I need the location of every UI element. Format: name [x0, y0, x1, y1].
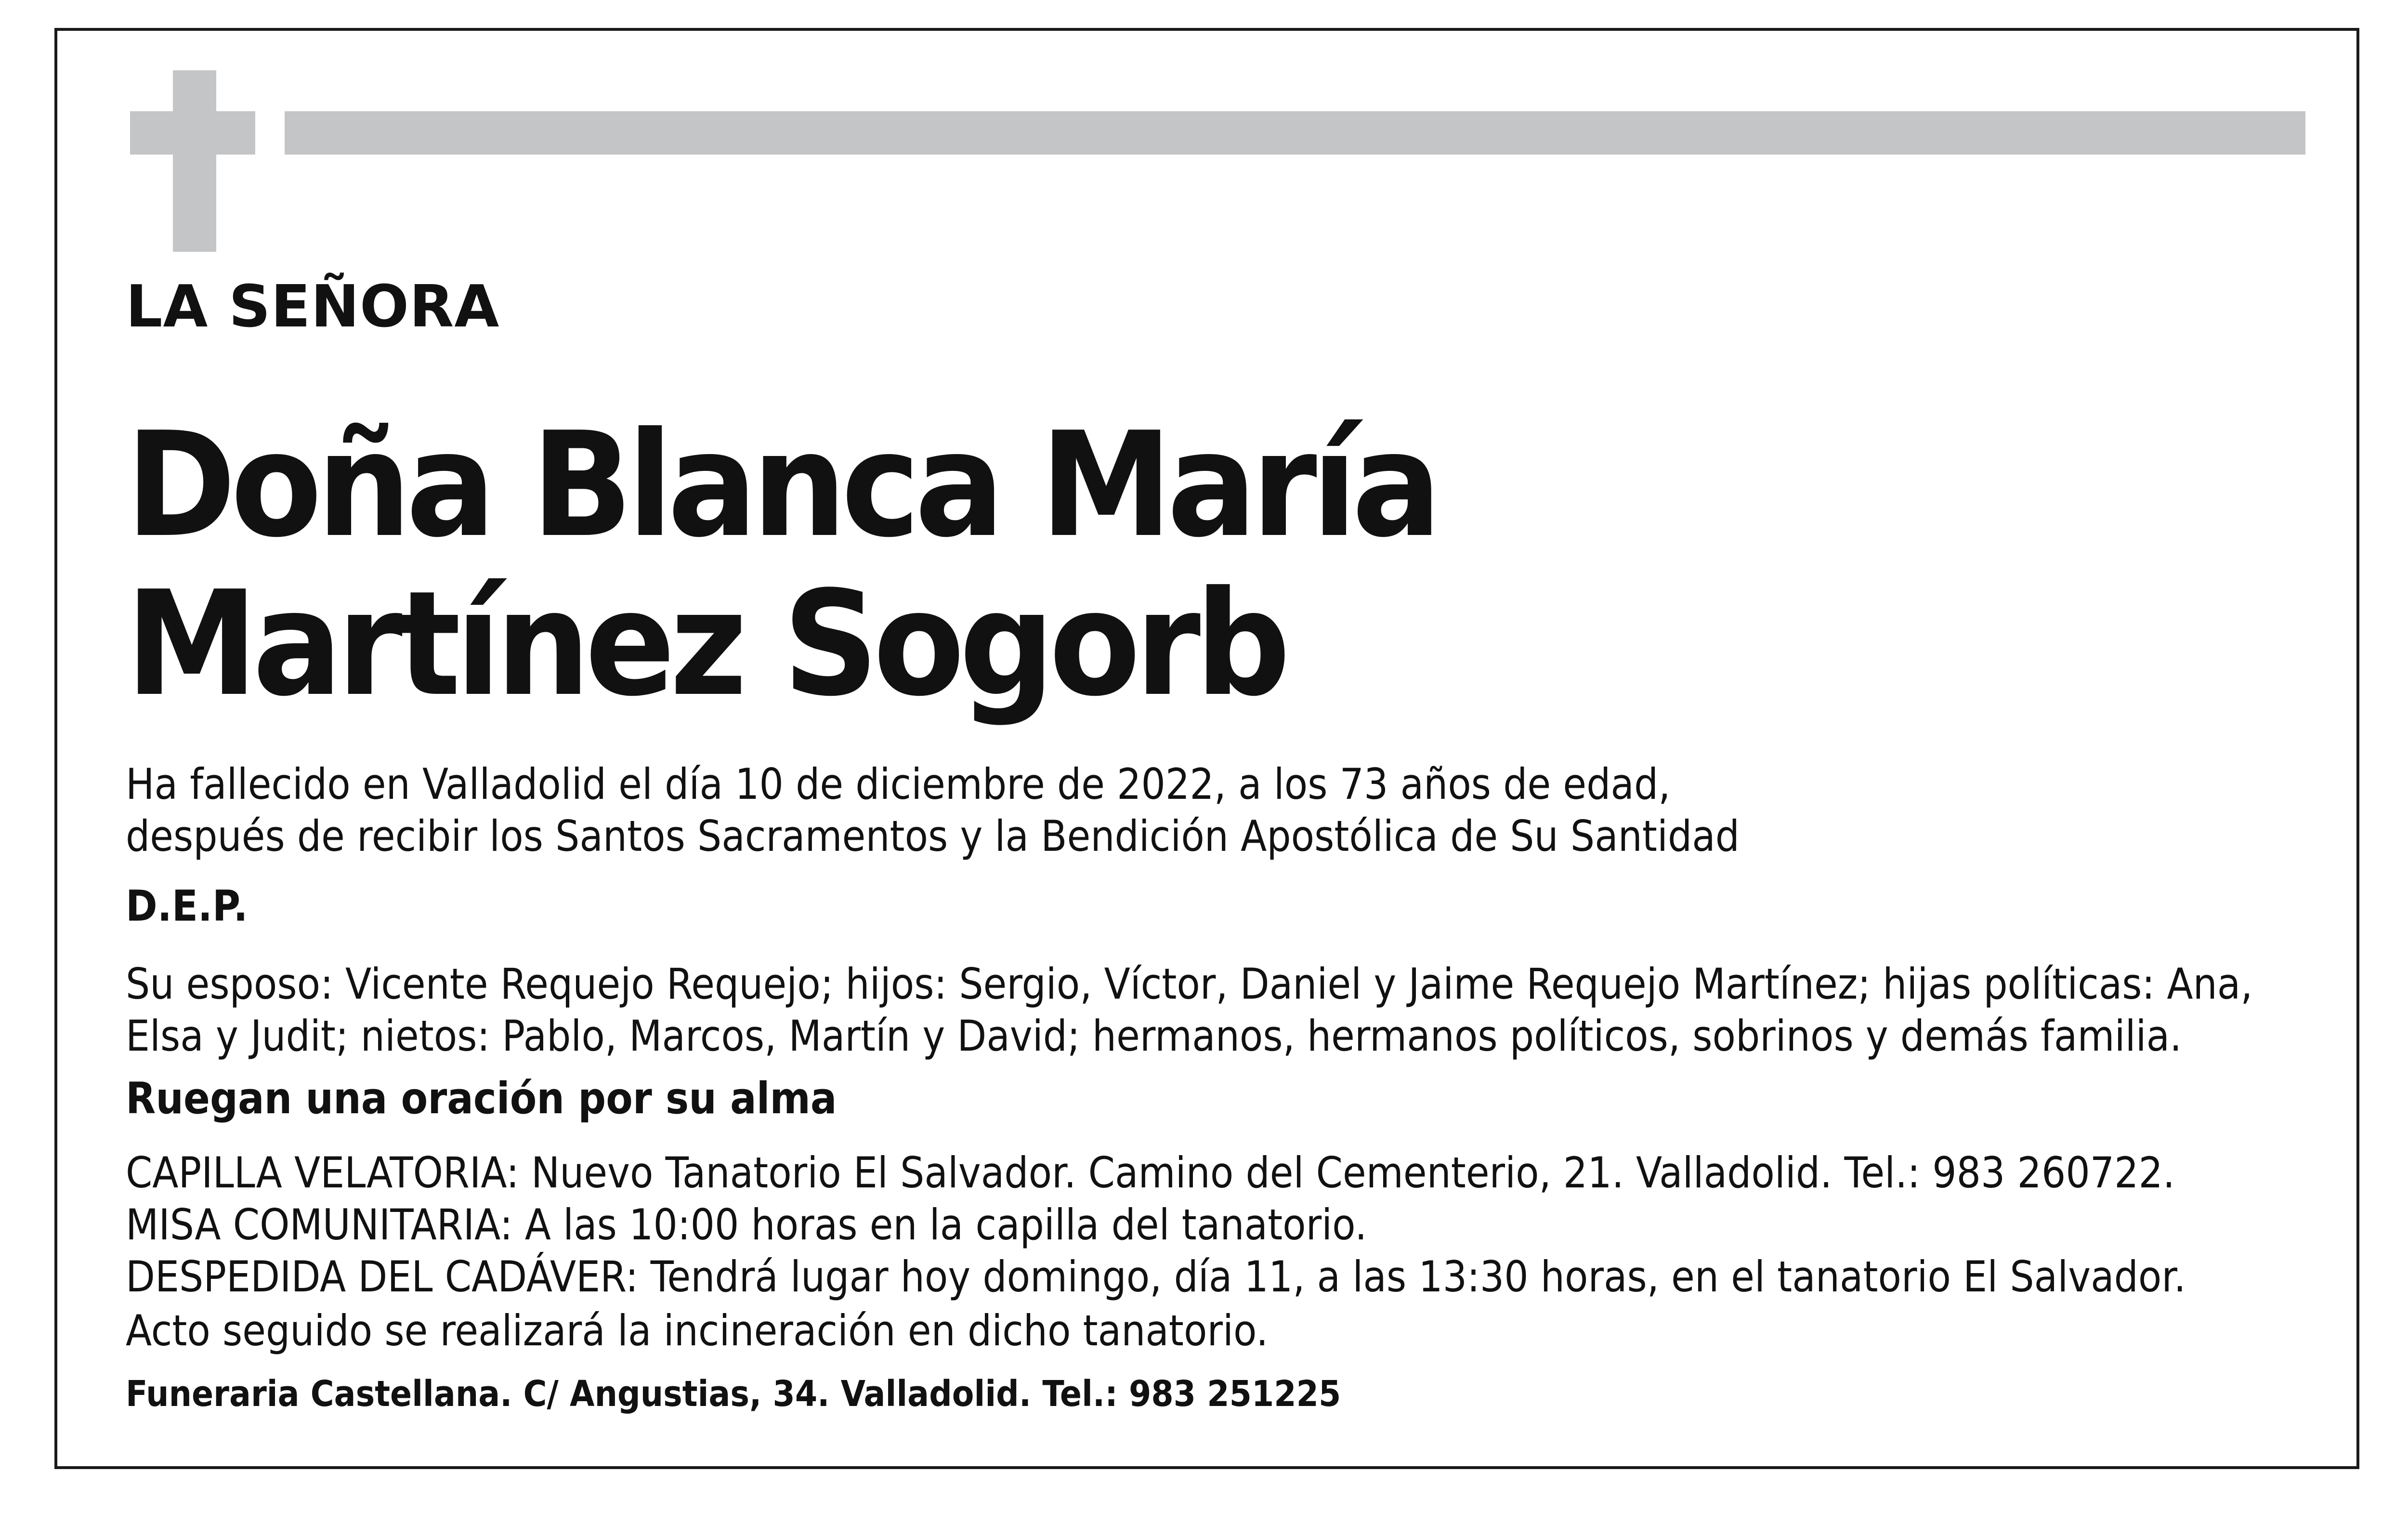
mass-info: MISA COMUNITARIA: A las 10:00 horas en la capilla del tanatorio. [126, 1200, 1367, 1250]
family-line2: Elsa y Judit; nietos: Pablo, Marcos, Martín y David; hermanos, hermanos políticos, sobrinos y demás familia. [126, 1011, 2182, 1061]
family-line1: Su esposo: Vicente Requejo Requejo; hijos: Sergio, Víctor, Daniel y Jaime Requejo Martínez; hijas políticas: Ana, [126, 959, 2253, 1009]
announcement-line1: Ha fallecido en Valladolid el día 10 de diciembre de 2022, a los 73 años de edad, [126, 759, 1671, 809]
cremation-info: Acto seguido se realizará la incineración en dicho tanatorio. [126, 1306, 1269, 1355]
dep-label: D.E.P. [126, 881, 248, 931]
chapel-info: CAPILLA VELATORIA: Nuevo Tanatorio El Salvador. Camino del Cementerio, 21. Valladolid. Tel.: 983 260722. [126, 1148, 2175, 1198]
prayer-request: Ruegan una oración por su alma [126, 1073, 837, 1124]
cross-horizontal-bar [130, 111, 255, 155]
cross-vertical-bar [173, 70, 216, 252]
death-announcement [126, 758, 1740, 862]
deceased-name [126, 401, 1437, 728]
deceased-name-line1: Doña Blanca María [126, 401, 1437, 569]
deceased-name-line2: Martínez Sogorb [126, 560, 1285, 728]
family-list [126, 958, 2252, 1062]
header-rule [285, 111, 2305, 155]
intro-title: LA SEÑORA [126, 273, 500, 340]
funeral-home-info: Funeraria Castellana. C/ Angustias, 34. Valladolid. Tel.: 983 251225 [126, 1373, 1341, 1415]
funeral-arrangements [126, 1147, 2186, 1303]
announcement-line2: después de recibir los Santos Sacramentos y la Bendición Apostólica de Su Santidad [126, 811, 1740, 861]
farewell-info: DESPEDIDA DEL CADÁVER: Tendrá lugar hoy domingo, día 11, a las 13:30 horas, en el tanatorio El Salvador. [126, 1252, 2186, 1302]
